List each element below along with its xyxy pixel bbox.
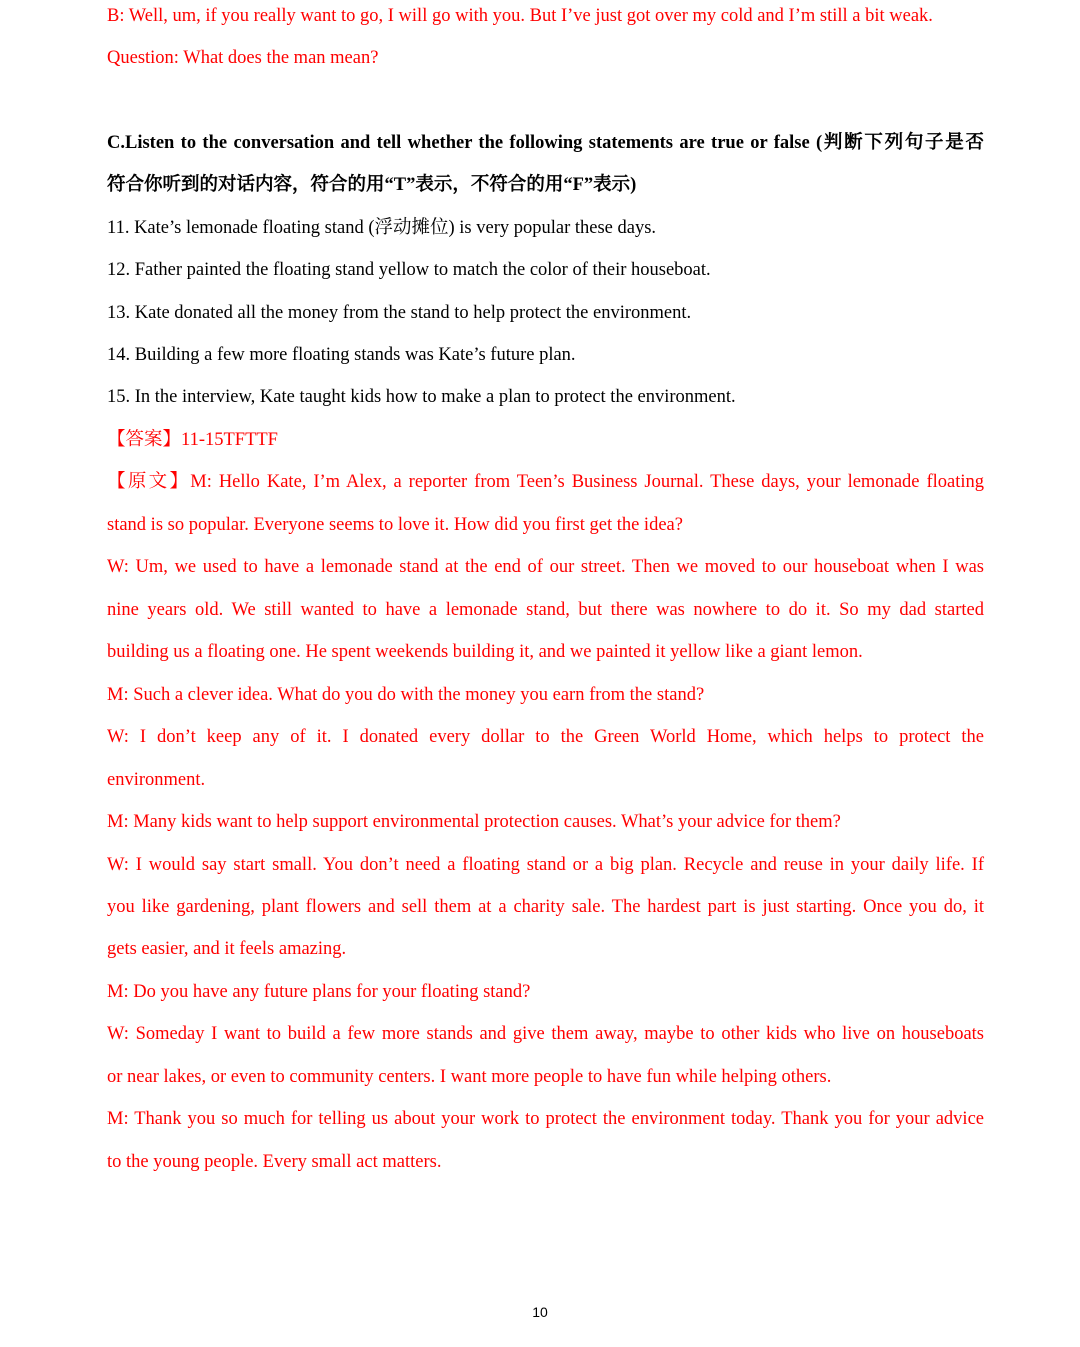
transcript-line-2: stand is so popular. Everyone seems to love it. How did you first get the idea? [107,515,683,535]
transcript-line-16: M: Thank you so much for telling us about your work to protect the environment today. Thank you for your advice [107,1109,984,1129]
statement-15: 15. In the interview, Kate taught kids how to make a plan to protect the environment. [107,387,736,407]
statement-12: 12. Father painted the floating stand yellow to match the color of their houseboat. [107,260,711,280]
transcript-line-9: M: Many kids want to help support environmental protection causes. What’s your advice for them? [107,812,841,832]
section-c-heading-line-1: C.Listen to the conversation and tell whether the following statements are true or false (判断下列句子是否 [107,133,984,153]
transcript-line-14: W: Someday I want to build a few more stands and give them away, maybe to other kids who live on houseboats [107,1024,984,1044]
transcript-line-15: or near lakes, or even to community centers. I want more people to have fun while helping others. [107,1067,832,1087]
transcript-line-13: M: Do you have any future plans for your floating stand? [107,982,531,1002]
transcript-line-11: you like gardening, plant flowers and sell them at a charity sale. The hardest part is just starting. Once you do, it [107,897,984,917]
transcript-line-5: building us a floating one. He spent weekends building it, and we painted it yellow like a giant lemon. [107,642,863,662]
transcript-line-8: environment. [107,770,206,790]
statement-11: 11. Kate’s lemonade floating stand (浮动摊位) is very popular these days. [107,218,657,238]
statement-14: 14. Building a few more floating stands was Kate’s future plan. [107,345,576,365]
section-c-heading-line-2: 符合你听到的对话内容，符合的用“T”表示，不符合的用“F”表示) [107,175,637,195]
transcript-line-3: W: Um, we used to have a lemonade stand at the end of our street. Then we moved to our houseboat when I was [107,557,984,577]
transcript-line-17: to the young people. Every small act matters. [107,1152,442,1172]
answer-line: 【答案】11-15TFTTF [107,430,278,450]
transcript-line-12: gets easier, and it feels amazing. [107,939,347,959]
transcript-line-1: 【原文】M: Hello Kate, I’m Alex, a reporter from Teen’s Business Journal. These days, your lemonade floating [107,472,984,492]
transcript-line-10: W: I would say start small. You don’t need a floating stand or a big plan. Recycle and reuse in your daily life. If [107,855,984,875]
transcript-line-7: W: I don’t keep any of it. I donated every dollar to the Green World Home, which helps to protect the [107,727,984,747]
transcript-line-4: nine years old. We still wanted to have a lemonade stand, but there was nowhere to do it. So my dad started [107,600,984,620]
question-line: Question: What does the man mean? [107,48,379,68]
dialogue-line-b: B: Well, um, if you really want to go, I will go with you. But I’ve just got over my cold and I’m still a bit weak. [107,6,933,26]
page-number: 10 [532,1304,548,1320]
statement-13: 13. Kate donated all the money from the stand to help protect the environment. [107,303,692,323]
transcript-line-6: M: Such a clever idea. What do you do with the money you earn from the stand? [107,685,705,705]
